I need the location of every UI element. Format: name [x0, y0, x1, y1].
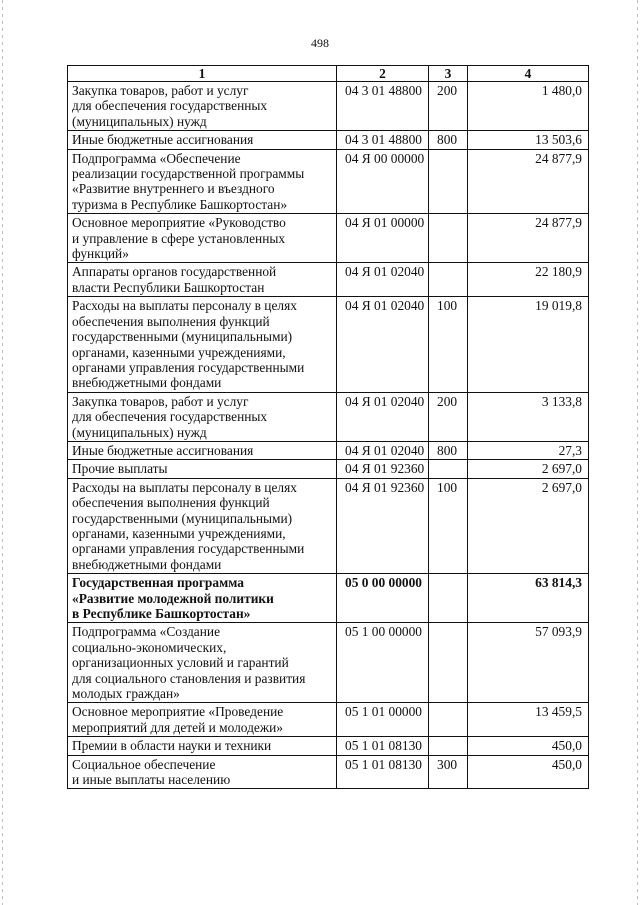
cell-type: [429, 149, 468, 214]
table-row: [68, 131, 589, 149]
cell-type: [429, 623, 468, 703]
cell-type: [429, 703, 468, 737]
cell-amount: 13 459,5: [468, 703, 589, 737]
cell-type: 300: [429, 755, 468, 789]
cell-name: Основное мероприятие «Руководство и управление в сфере установленных функций»: [68, 214, 337, 263]
cell-type: [429, 263, 468, 297]
table-row: [68, 392, 589, 441]
cell-amount: 63 814,3: [468, 574, 589, 623]
cell-type: 200: [429, 82, 468, 131]
cell-code: 04 Я 01 02040: [337, 297, 429, 392]
table-row: [68, 478, 589, 573]
cell-code: 05 1 01 08130: [337, 755, 429, 789]
cell-name: Иные бюджетные ассигнования: [68, 131, 337, 149]
cell-type: 100: [429, 478, 468, 573]
cell-name: Прочие выплаты: [68, 460, 337, 478]
cell-amount: 2 697,0: [468, 460, 589, 478]
table-row: [68, 460, 589, 478]
cell-name: Подпрограмма «Создание социально-экономических, организационных условий и гарантий для социального становления и развития молодых граждан»: [68, 623, 337, 703]
header-cell-amount: 4: [468, 66, 589, 82]
table-row: [68, 755, 589, 789]
cell-name: Основное мероприятие «Проведение мероприятий для детей и молодежи»: [68, 703, 337, 737]
cell-code: 04 Я 01 92360: [337, 460, 429, 478]
table-row: [68, 441, 589, 459]
cell-amount: 450,0: [468, 737, 589, 755]
table-row: [68, 214, 589, 263]
cell-name: Расходы на выплаты персоналу в целях обеспечения выполнения функций государственными (муниципальными) органами, казенными учреждениями, органами управления государственными внебюджетными фондами: [68, 478, 337, 573]
table-row: [68, 703, 589, 737]
cell-amount: 57 093,9: [468, 623, 589, 703]
cell-name: Государственная программа «Развитие молодежной политики в Республике Башкортостан»: [68, 574, 337, 623]
cell-code: 04 3 01 48800: [337, 131, 429, 149]
table-header-row: [68, 66, 589, 82]
cell-amount: 2 697,0: [468, 478, 589, 573]
cell-type: 100: [429, 297, 468, 392]
cell-name: Социальное обеспечение и иные выплаты населению: [68, 755, 337, 789]
scan-edge-right: [637, 0, 638, 905]
cell-code: 04 Я 01 02040: [337, 392, 429, 441]
scan-edge-left: [2, 0, 3, 905]
cell-type: [429, 574, 468, 623]
cell-amount: 22 180,9: [468, 263, 589, 297]
cell-type: [429, 214, 468, 263]
cell-code: 05 0 00 00000: [337, 574, 429, 623]
cell-code: 04 Я 01 92360: [337, 478, 429, 573]
cell-name: Закупка товаров, работ и услуг для обеспечения государственных (муниципальных) нужд: [68, 82, 337, 131]
table-row: [68, 82, 589, 131]
cell-type: [429, 460, 468, 478]
cell-code: 05 1 01 08130: [337, 737, 429, 755]
cell-code: 04 Я 00 00000: [337, 149, 429, 214]
cell-name: Аппараты органов государственной власти Республики Башкортостан: [68, 263, 337, 297]
cell-name: Расходы на выплаты персоналу в целях обеспечения выполнения функций государственными (муниципальными) органами, казенными учреждениями, органами управления государственными внебюджетными фондами: [68, 297, 337, 392]
cell-code: 04 Я 01 02040: [337, 441, 429, 459]
cell-type: [429, 737, 468, 755]
table-row: [68, 149, 589, 214]
cell-type: 800: [429, 441, 468, 459]
cell-name: Иные бюджетные ассигнования: [68, 441, 337, 459]
cell-code: 05 1 01 00000: [337, 703, 429, 737]
table-row: [68, 263, 589, 297]
cell-amount: 19 019,8: [468, 297, 589, 392]
cell-code: 04 Я 01 00000: [337, 214, 429, 263]
cell-name: Премии в области науки и техники: [68, 737, 337, 755]
table-row: [68, 297, 589, 392]
cell-amount: 27,3: [468, 441, 589, 459]
table-row: [68, 623, 589, 703]
cell-amount: 1 480,0: [468, 82, 589, 131]
cell-amount: 450,0: [468, 755, 589, 789]
cell-amount: 24 877,9: [468, 149, 589, 214]
cell-code: 04 Я 01 02040: [337, 263, 429, 297]
cell-amount: 3 133,8: [468, 392, 589, 441]
cell-type: 200: [429, 392, 468, 441]
table-row: [68, 737, 589, 755]
header-cell-code: 2: [337, 66, 429, 82]
cell-name: Закупка товаров, работ и услуг для обеспечения государственных (муниципальных) нужд: [68, 392, 337, 441]
cell-amount: 24 877,9: [468, 214, 589, 263]
header-cell-type: 3: [429, 66, 468, 82]
cell-amount: 13 503,6: [468, 131, 589, 149]
cell-code: 04 3 01 48800: [337, 82, 429, 131]
header-cell-name: 1: [68, 66, 337, 82]
cell-name: Подпрограмма «Обеспечение реализации государственной программы «Развитие внутреннего и въездного туризма в Республике Башкортостан»: [68, 149, 337, 214]
cell-code: 05 1 00 00000: [337, 623, 429, 703]
budget-table: [67, 65, 589, 789]
table-body: [68, 82, 589, 789]
table-row: [68, 574, 589, 623]
cell-type: 800: [429, 131, 468, 149]
page-number: 498: [311, 36, 329, 50]
